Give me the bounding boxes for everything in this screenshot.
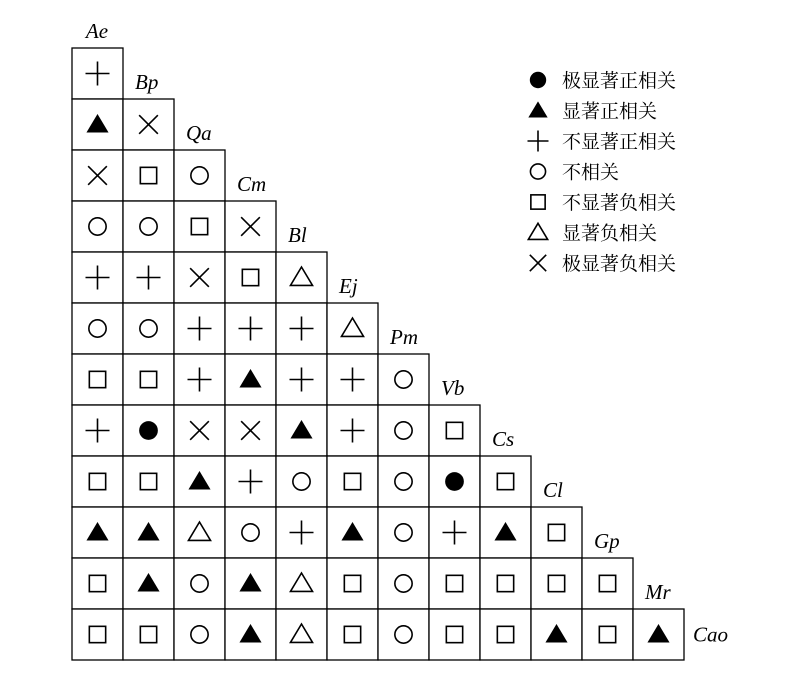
matrix-cell — [225, 354, 276, 405]
matrix-cell — [531, 507, 582, 558]
matrix-cell — [174, 303, 225, 354]
matrix-cell — [429, 609, 480, 660]
matrix-cell — [582, 609, 633, 660]
matrix-cell — [72, 48, 123, 99]
legend-item — [530, 162, 619, 184]
legend-item — [530, 69, 676, 92]
matrix-cell — [378, 405, 429, 456]
matrix-cell — [225, 303, 276, 354]
matrix-cell — [276, 252, 327, 303]
matrix-cell — [72, 354, 123, 405]
matrix-cell — [123, 558, 174, 609]
matrix-cell — [225, 405, 276, 456]
matrix-cell — [174, 354, 225, 405]
legend-label: 不显著负相关 — [562, 192, 677, 214]
matrix-cell — [429, 405, 480, 456]
matrix-cell — [174, 150, 225, 201]
matrix-cell — [225, 252, 276, 303]
species-label: Vb — [441, 376, 465, 400]
matrix-cell — [276, 507, 327, 558]
matrix-cell — [276, 558, 327, 609]
matrix-cell — [174, 507, 225, 558]
legend-label: 极显著正相关 — [562, 70, 677, 92]
matrix-cell — [72, 609, 123, 660]
matrix-cell — [276, 456, 327, 507]
matrix-cell — [174, 405, 225, 456]
matrix-cell — [327, 303, 378, 354]
matrix-cell — [429, 507, 480, 558]
species-label: Ae — [85, 19, 109, 43]
species-label: Cl — [543, 478, 563, 502]
legend-label: 显著正相关 — [562, 100, 658, 123]
matrix-cell — [123, 456, 174, 507]
matrix-cell — [123, 507, 174, 558]
legend-item — [530, 252, 676, 275]
legend-label: 显著负相关 — [562, 222, 658, 245]
matrix-cell — [378, 354, 429, 405]
matrix-cell — [72, 99, 123, 150]
matrix-cell — [72, 201, 123, 252]
species-label: Mr — [645, 580, 671, 604]
matrix-cell — [225, 609, 276, 660]
species-label: Pm — [390, 325, 418, 349]
legend-label: 不相关 — [562, 161, 620, 184]
matrix-cell — [72, 405, 123, 456]
matrix-cell — [72, 252, 123, 303]
matrix-cell — [225, 201, 276, 252]
matrix-cell — [72, 507, 123, 558]
open-triangle-icon — [528, 223, 547, 239]
matrix-cell — [327, 609, 378, 660]
matrix-cell — [327, 354, 378, 405]
matrix-cell — [531, 558, 582, 609]
matrix-cell — [174, 201, 225, 252]
species-label: Cm — [237, 172, 267, 196]
open-circle-icon — [530, 164, 545, 179]
legend — [528, 69, 677, 275]
matrix-cell — [72, 558, 123, 609]
matrix-cell — [123, 354, 174, 405]
matrix-cell — [72, 303, 123, 354]
legend-item — [531, 192, 676, 214]
species-label: Gp — [594, 529, 620, 553]
matrix-cell — [276, 609, 327, 660]
matrix-cell — [429, 558, 480, 609]
legend-item — [528, 223, 657, 245]
matrix-cell — [429, 456, 480, 507]
matrix-cell — [276, 354, 327, 405]
matrix-cell — [123, 303, 174, 354]
species-label: Ej — [339, 274, 358, 298]
matrix-cell — [276, 405, 327, 456]
matrix-cell — [633, 609, 684, 660]
plus-icon — [528, 131, 549, 152]
matrix-cell — [123, 99, 174, 150]
matrix-cell — [480, 507, 531, 558]
matrix-cell — [327, 405, 378, 456]
matrix-cell — [531, 609, 582, 660]
matrix-cell — [327, 558, 378, 609]
matrix-cell — [174, 252, 225, 303]
species-label: Bp — [135, 70, 159, 94]
matrix-cell — [378, 558, 429, 609]
matrix-cell — [327, 507, 378, 558]
matrix-cell — [582, 558, 633, 609]
species-label: Bl — [288, 223, 307, 247]
filled-circle-icon — [445, 472, 464, 491]
matrix-cell — [225, 558, 276, 609]
matrix-cell — [225, 456, 276, 507]
filled-circle-icon — [530, 72, 546, 88]
matrix-cell — [123, 150, 174, 201]
filled-triangle-icon — [528, 101, 547, 117]
matrix-cell — [72, 456, 123, 507]
open-square-icon — [531, 195, 545, 209]
matrix-cell — [72, 150, 123, 201]
matrix-cell — [123, 201, 174, 252]
legend-item — [528, 101, 657, 123]
matrix-cell — [123, 252, 174, 303]
matrix-cell — [174, 456, 225, 507]
matrix-cell — [174, 609, 225, 660]
matrix-cell — [480, 609, 531, 660]
cross-icon — [530, 255, 546, 271]
matrix-cell — [378, 507, 429, 558]
filled-circle-icon — [139, 421, 158, 440]
matrix-cell — [123, 609, 174, 660]
legend-label: 不显著正相关 — [562, 131, 677, 153]
legend-item — [528, 131, 677, 154]
matrix-cell — [378, 609, 429, 660]
species-label: Qa — [186, 121, 212, 145]
legend-label: 极显著负相关 — [562, 253, 677, 275]
matrix-cell — [327, 456, 378, 507]
matrix-cell — [174, 558, 225, 609]
species-label: Cs — [492, 427, 515, 451]
matrix-cell — [123, 405, 174, 456]
matrix-cell — [480, 456, 531, 507]
species-label: Cao — [693, 622, 729, 647]
matrix-cell — [225, 507, 276, 558]
matrix-cell — [378, 456, 429, 507]
matrix-cell — [276, 303, 327, 354]
matrix-cell — [480, 558, 531, 609]
